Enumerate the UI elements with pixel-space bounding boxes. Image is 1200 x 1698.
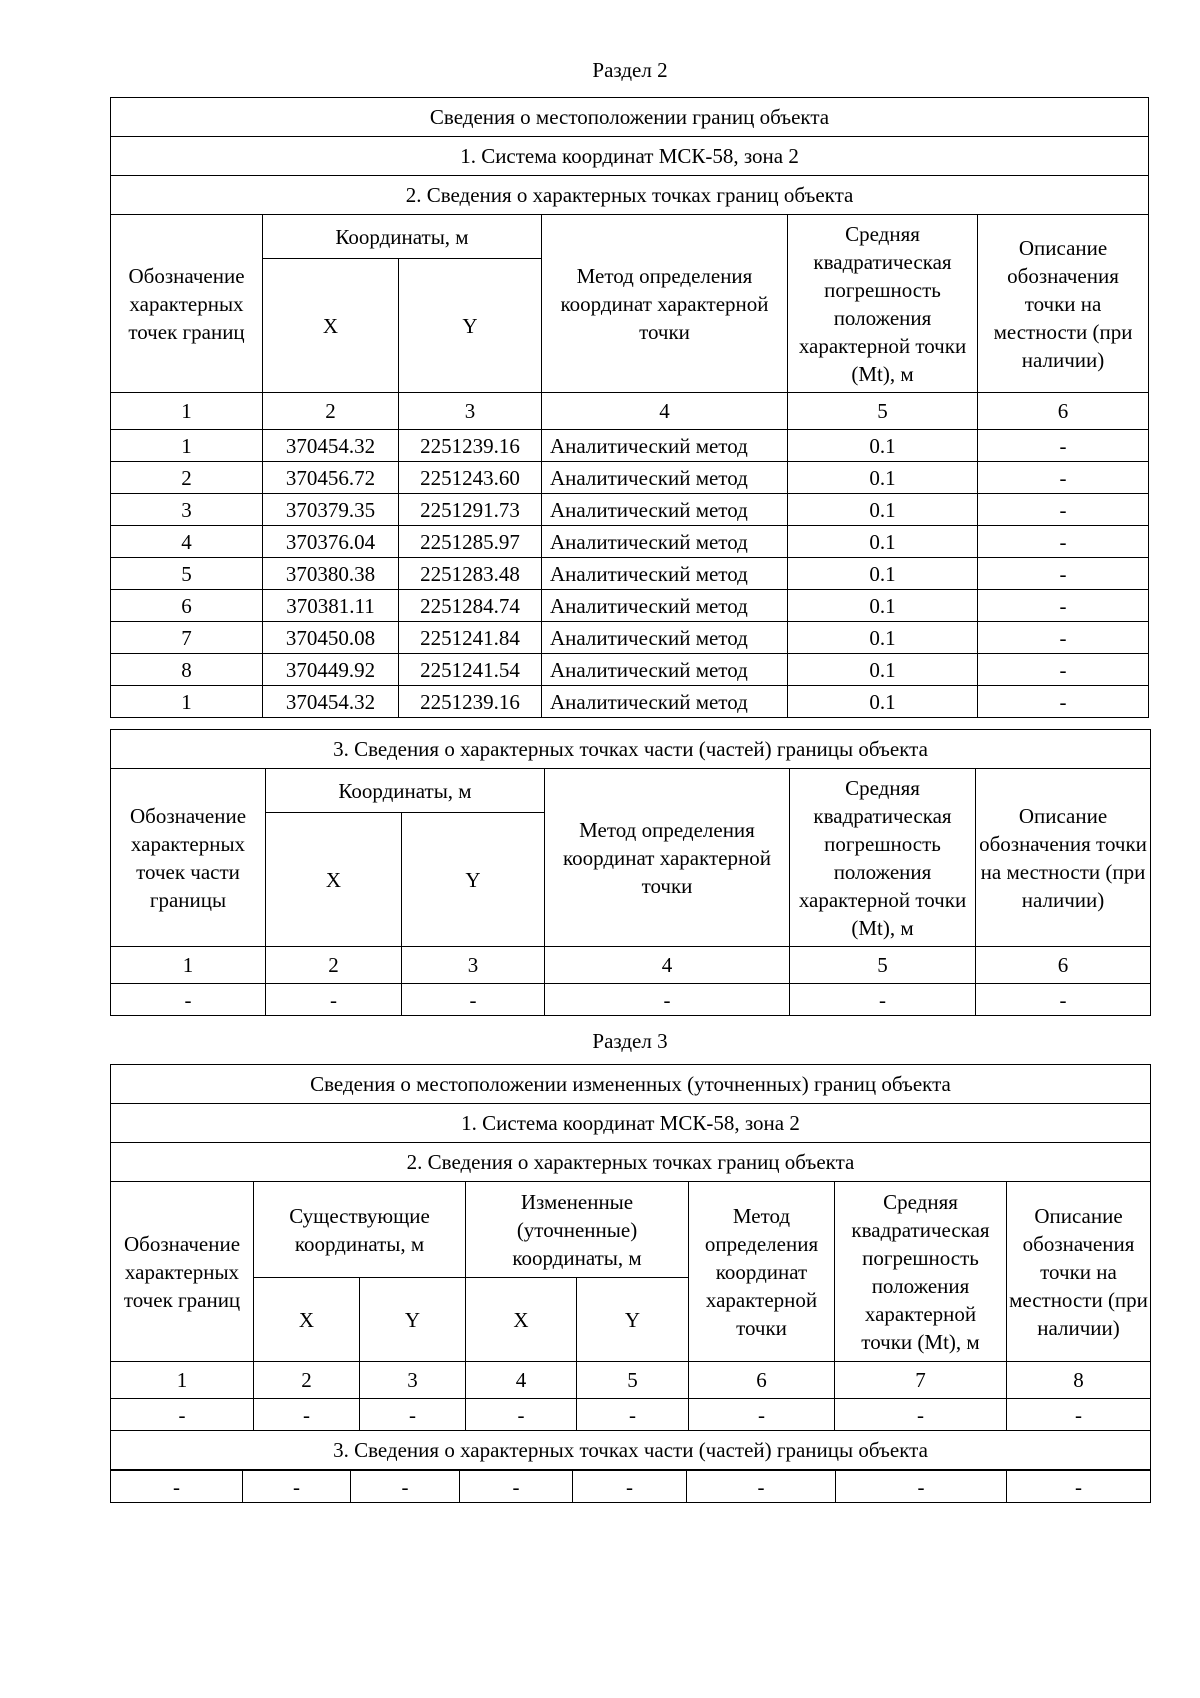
- col-number: 2: [266, 947, 402, 984]
- table-row: [111, 558, 1149, 590]
- method: Аналитический метод: [542, 526, 788, 558]
- col-number: 1: [111, 947, 266, 984]
- description: -: [978, 654, 1149, 686]
- cell: -: [577, 1399, 689, 1431]
- col-number: 1: [111, 1362, 254, 1399]
- col-number: 3: [399, 393, 542, 430]
- col-number: 6: [978, 393, 1149, 430]
- error: 0.1: [788, 654, 978, 686]
- parts-subheader: 3. Сведения о характерных точках части (частей) границы объекта: [111, 1431, 1151, 1470]
- col-number: 5: [577, 1362, 689, 1399]
- method: Аналитический метод: [542, 462, 788, 494]
- col-number: 3: [402, 947, 545, 984]
- description: -: [978, 622, 1149, 654]
- col-y-header: Y: [402, 813, 545, 947]
- coord-y: 2251284.74: [399, 590, 542, 622]
- cell: -: [111, 984, 266, 1016]
- table-subheader: 2. Сведения о характерных точках границ объекта: [111, 176, 1149, 215]
- section-3-title: Раздел 3: [592, 1029, 668, 1053]
- table-row: [111, 494, 1149, 526]
- boundary-parts-table: [110, 729, 1151, 1016]
- changed-boundary-parts-row: [110, 1470, 1151, 1503]
- col-changed-coords-header: Измененные (уточненные) координаты, м: [466, 1182, 689, 1278]
- col-coords-header: Координаты, м: [263, 215, 542, 259]
- cell: -: [573, 1471, 687, 1503]
- col-number: 1: [111, 393, 263, 430]
- col-number: 5: [790, 947, 976, 984]
- cell: -: [1007, 1399, 1151, 1431]
- table-subheader: 3. Сведения о характерных точках части (частей) границы объекта: [111, 730, 1151, 769]
- cell: -: [689, 1399, 835, 1431]
- point-designation: 1: [111, 430, 263, 462]
- col-method-header: Метод определения координат характерной точки: [545, 769, 790, 947]
- col-designation-header: Обозначение характерных точек части границы: [111, 769, 266, 947]
- point-designation: 7: [111, 622, 263, 654]
- point-designation: 5: [111, 558, 263, 590]
- table-header: Сведения о местоположении границ объекта: [111, 98, 1149, 137]
- col-number: 2: [263, 393, 399, 430]
- description: -: [978, 590, 1149, 622]
- col-error-header: Средняя квадратическая погрешность положения характерной точки (Mt), м: [788, 215, 978, 393]
- cell: -: [790, 984, 976, 1016]
- col-number: 6: [976, 947, 1151, 984]
- error: 0.1: [788, 686, 978, 718]
- cell: -: [687, 1471, 836, 1503]
- col-desc-header: Описание обозначения точки на местности (при наличии): [978, 215, 1149, 393]
- col-existing-coords-header: Существующие координаты, м: [254, 1182, 466, 1278]
- point-designation: 1: [111, 686, 263, 718]
- error: 0.1: [788, 494, 978, 526]
- cell: -: [111, 1399, 254, 1431]
- col-error-header: Средняя квадратическая погрешность положения характерной точки (Mt), м: [835, 1182, 1007, 1362]
- col-method-header: Метод определения координат характерной точки: [542, 215, 788, 393]
- description: -: [978, 526, 1149, 558]
- col-coords-header: Координаты, м: [266, 769, 545, 813]
- col-x-header: X: [263, 259, 399, 393]
- coord-x: 370456.72: [263, 462, 399, 494]
- method: Аналитический метод: [542, 686, 788, 718]
- table-row: [111, 462, 1149, 494]
- col-number: 6: [689, 1362, 835, 1399]
- col-y-header: Y: [399, 259, 542, 393]
- col-y-header: Y: [577, 1278, 689, 1362]
- cell: -: [266, 984, 402, 1016]
- error: 0.1: [788, 526, 978, 558]
- table-row: [111, 686, 1149, 718]
- cell: -: [545, 984, 790, 1016]
- coord-x: 370380.38: [263, 558, 399, 590]
- table-header: Сведения о местоположении измененных (уточненных) границ объекта: [111, 1065, 1151, 1104]
- coord-x: 370454.32: [263, 430, 399, 462]
- cell: -: [402, 984, 545, 1016]
- col-number: 4: [542, 393, 788, 430]
- table-row: [111, 1471, 1151, 1503]
- col-number: 4: [466, 1362, 577, 1399]
- cell: -: [111, 1471, 243, 1503]
- method: Аналитический метод: [542, 590, 788, 622]
- cell: -: [466, 1399, 577, 1431]
- col-y-header: Y: [360, 1278, 466, 1362]
- cell: -: [836, 1471, 1007, 1503]
- coordinate-system: 1. Система координат МСК-58, зона 2: [111, 1104, 1151, 1143]
- coord-y: 2251285.97: [399, 526, 542, 558]
- boundaries-table: [110, 97, 1149, 718]
- table-row: [111, 430, 1149, 462]
- point-designation: 6: [111, 590, 263, 622]
- cell: -: [976, 984, 1151, 1016]
- table-row: [111, 654, 1149, 686]
- description: -: [978, 462, 1149, 494]
- description: -: [978, 430, 1149, 462]
- table-row: [111, 526, 1149, 558]
- col-error-header: Средняя квадратическая погрешность положения характерной точки (Mt), м: [790, 769, 976, 947]
- coord-x: 370450.08: [263, 622, 399, 654]
- method: Аналитический метод: [542, 654, 788, 686]
- col-x-header: X: [254, 1278, 360, 1362]
- method: Аналитический метод: [542, 430, 788, 462]
- col-designation-header: Обозначение характерных точек границ: [111, 1182, 254, 1362]
- coord-y: 2251241.84: [399, 622, 542, 654]
- cell: -: [254, 1399, 360, 1431]
- table-row: [111, 1399, 1151, 1431]
- col-number: 8: [1007, 1362, 1151, 1399]
- error: 0.1: [788, 462, 978, 494]
- error: 0.1: [788, 590, 978, 622]
- col-designation-header: Обозначение характерных точек границ: [111, 215, 263, 393]
- coord-x: 370449.92: [263, 654, 399, 686]
- description: -: [978, 558, 1149, 590]
- coord-y: 2251239.16: [399, 686, 542, 718]
- coord-y: 2251283.48: [399, 558, 542, 590]
- coord-y: 2251239.16: [399, 430, 542, 462]
- cell: -: [351, 1471, 460, 1503]
- error: 0.1: [788, 430, 978, 462]
- cell: -: [1007, 1471, 1151, 1503]
- coord-y: 2251241.54: [399, 654, 542, 686]
- col-number: 3: [360, 1362, 466, 1399]
- description: -: [978, 686, 1149, 718]
- method: Аналитический метод: [542, 622, 788, 654]
- changed-boundaries-table: [110, 1064, 1151, 1470]
- col-method-header: Метод определения координат характерной точки: [689, 1182, 835, 1362]
- cell: -: [835, 1399, 1007, 1431]
- col-number: 5: [788, 393, 978, 430]
- col-x-header: X: [466, 1278, 577, 1362]
- table-row: [111, 590, 1149, 622]
- col-number: 4: [545, 947, 790, 984]
- col-number: 2: [254, 1362, 360, 1399]
- error: 0.1: [788, 622, 978, 654]
- error: 0.1: [788, 558, 978, 590]
- section-2-title: Раздел 2: [592, 58, 668, 82]
- coord-y: 2251243.60: [399, 462, 542, 494]
- method: Аналитический метод: [542, 494, 788, 526]
- method: Аналитический метод: [542, 558, 788, 590]
- coord-y: 2251291.73: [399, 494, 542, 526]
- table-row: [111, 622, 1149, 654]
- col-x-header: X: [266, 813, 402, 947]
- description: -: [978, 494, 1149, 526]
- point-designation: 3: [111, 494, 263, 526]
- coordinate-system: 1. Система координат МСК-58, зона 2: [111, 137, 1149, 176]
- coord-x: 370379.35: [263, 494, 399, 526]
- point-designation: 4: [111, 526, 263, 558]
- point-designation: 8: [111, 654, 263, 686]
- cell: -: [360, 1399, 466, 1431]
- cell: -: [243, 1471, 351, 1503]
- col-number: 7: [835, 1362, 1007, 1399]
- cell: -: [460, 1471, 573, 1503]
- col-desc-header: Описание обозначения точки на местности (при наличии): [1007, 1182, 1151, 1362]
- table-row: [111, 984, 1151, 1016]
- coord-x: 370376.04: [263, 526, 399, 558]
- coord-x: 370454.32: [263, 686, 399, 718]
- coord-x: 370381.11: [263, 590, 399, 622]
- table-subheader: 2. Сведения о характерных точках границ объекта: [111, 1143, 1151, 1182]
- col-desc-header: Описание обозначения точки на местности (при наличии): [976, 769, 1151, 947]
- point-designation: 2: [111, 462, 263, 494]
